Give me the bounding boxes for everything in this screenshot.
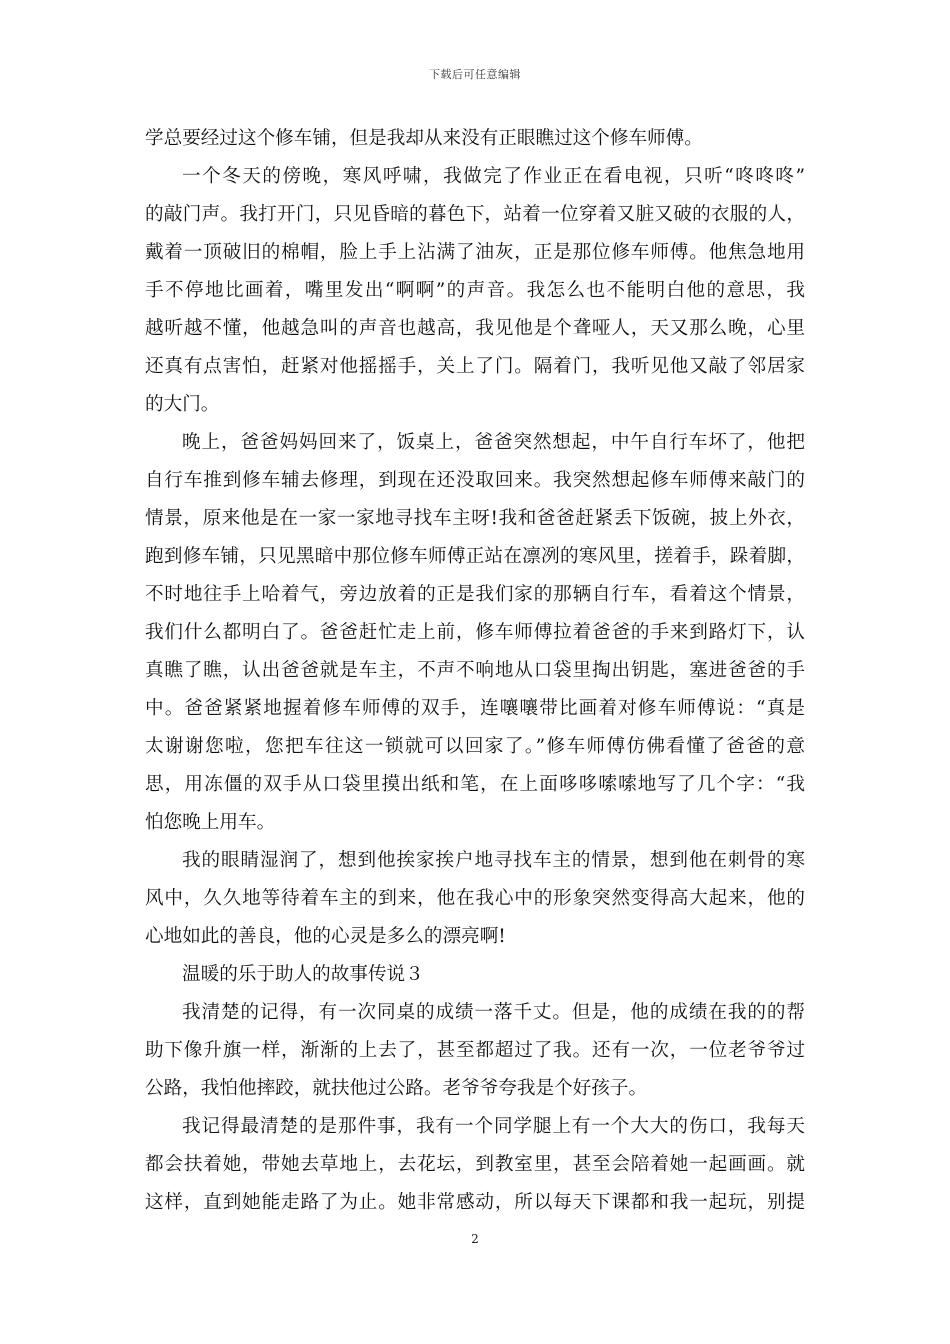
text-line: 越听越不懂，他越急叫的声音也越高，我见他是个聋哑人，天又那么晚，心里 (145, 318, 805, 339)
text-line: 风中，久久地等待着车主的到来，他在我心中的形象突然变得高大起来，他的 (145, 888, 805, 909)
text-line: 心地如此的善良，他的心灵是多么的漂亮啊! (145, 926, 506, 947)
text-line: 我记得最清楚的是那件事，我有一个同学腿上有一个大大的伤口，我每天 (182, 1116, 805, 1137)
text-line: 不时地往手上哈着气，旁边放着的正是我们家的那辆自行车，看着这个情景， (145, 584, 805, 605)
text-line: 还真有点害怕，赶紧对他摇摇手，关上了门。隔着门，我听见他又敲了邻居家 (145, 356, 805, 377)
text-line: 跑到修车铺，只见黑暗中那位修车师傅正站在凛冽的寒风里，搓着手，跺着脚， (145, 546, 805, 567)
text-line: 学总要经过这个修车铺，但是我却从来没有正眼瞧过这个修车师傅。 (145, 128, 703, 149)
text-line: 的大门。 (145, 394, 220, 415)
text-line: 手不停地比画着，嘴里发出“啊啊”的声音。我怎么也不能明白他的意思，我 (145, 280, 805, 301)
text-line: 晚上，爸爸妈妈回来了，饭桌上，爸爸突然想起，中午自行车坏了，他把 (182, 432, 805, 453)
text-line: 这样，直到她能走路了为止。她非常感动，所以每天下课都和我一起玩，别提 (145, 1192, 805, 1213)
section-title: 温暖的乐于助人的故事传说３ (182, 964, 424, 985)
text-line: 戴着一顶破旧的棉帽，脸上手上沾满了油灰，正是那位修车师傅。他焦急地用 (145, 242, 805, 263)
text-line: 思，用冻僵的双手从口袋里摸出纸和笔，在上面哆哆嗦嗦地写了几个字：“我 (145, 774, 805, 795)
text-line: 公路，我怕他摔跤，就扶他过公路。老爷爷夸我是个好孩子。 (145, 1078, 648, 1099)
text-line: 怕您晚上用车。 (145, 812, 276, 833)
text-line: 我们什么都明白了。爸爸赶忙走上前，修车师傅拉着爸爸的手来到路灯下，认 (145, 622, 805, 643)
text-line: 真瞧了瞧，认出爸爸就是车主，不声不响地从口袋里掏出钥匙，塞进爸爸的手 (145, 660, 805, 681)
text-line: 中。爸爸紧紧地握着修车师傅的双手，连嚷嚷带比画着对修车师傅说：“真是 (145, 698, 805, 719)
text-line: 的敲门声。我打开门，只见昏暗的暮色下，站着一位穿着又脏又破的衣服的人， (145, 204, 805, 225)
text-line: 助下像升旗一样，渐渐的上去了，甚至都超过了我。还有一次，一位老爷爷过 (145, 1040, 805, 1061)
text-line: 太谢谢您啦，您把车往这一锁就可以回家了。”修车师傅仿佛看懂了爸爸的意 (145, 736, 805, 757)
text-line: 一个冬天的傍晚，寒风呼啸，我做完了作业正在看电视，只听“咚咚咚” (182, 166, 805, 187)
page-number: 2 (471, 1232, 479, 1246)
document-body (145, 120, 805, 1222)
text-line: 自行车推到修车辅去修理，到现在还没取回来。我突然想起修车师傅来敲门的 (145, 470, 805, 491)
text-line: 情景，原来他是在一家一家地寻找车主呀!我和爸爸赶紧丢下饭碗，披上外衣， (145, 508, 805, 529)
text-line: 我的眼睛湿润了，想到他挨家挨户地寻找车主的情景，想到他在刺骨的寒 (182, 850, 805, 871)
text-line: 我清楚的记得，有一次同桌的成绩一落千丈。但是，他的成绩在我的的帮 (182, 1002, 805, 1023)
page-header: 下载后可任意编辑 (429, 68, 521, 81)
text-line: 都会扶着她，带她去草地上，去花坛，到教室里，甚至会陪着她一起画画。就 (145, 1154, 805, 1175)
